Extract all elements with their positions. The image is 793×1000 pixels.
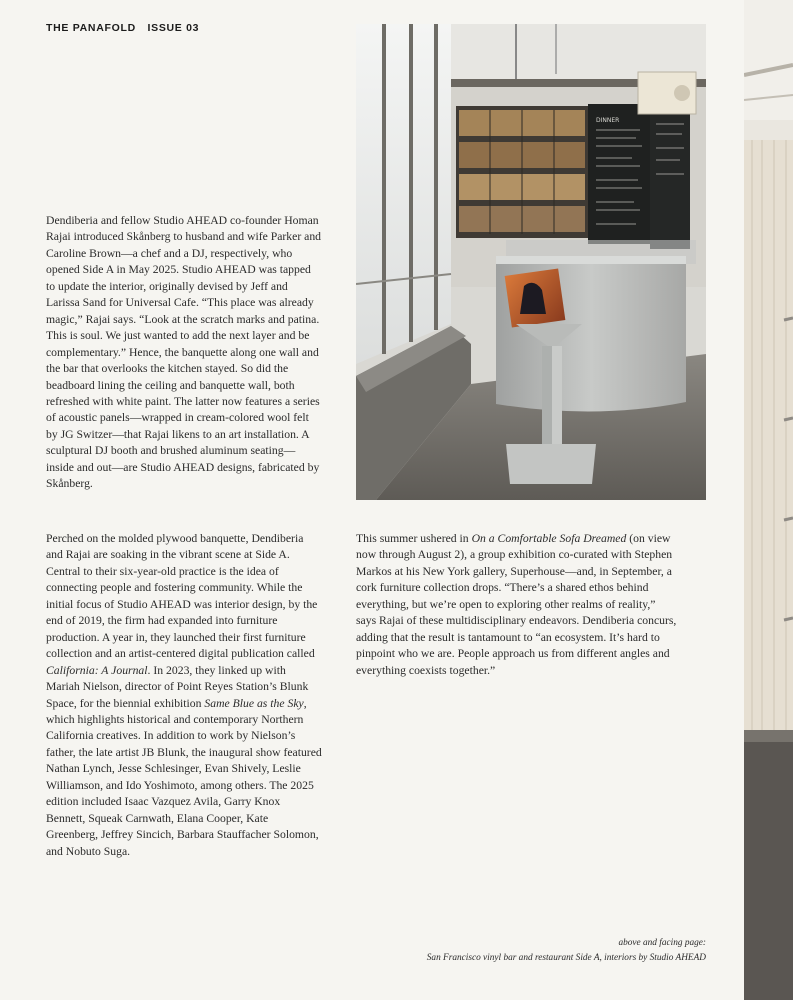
issue-number: ISSUE 03 (147, 22, 200, 34)
exhibition-title: On a Comfortable Sofa Dreamed (471, 532, 627, 545)
body-column-1-bottom (46, 531, 322, 860)
body-paragraph (356, 531, 678, 679)
publication-name: THE PANAFOLD (46, 22, 136, 34)
chalkboard-menu (588, 104, 650, 244)
exhibition-title: Same Blue as the Sky (204, 696, 304, 710)
caption-line-2: San Francisco vinyl bar and restaurant Side A, interiors by Studio AHEAD (426, 953, 706, 963)
text-run: . In 2023, they linked up with Mariah Nielson, director of Point Reyes Station’s Blunk Space, for the biennial exhibition (46, 663, 309, 710)
interior-photo (356, 24, 706, 500)
facing-page-photo (744, 0, 793, 1000)
menu-heading: DINNER (596, 117, 620, 124)
body-column-2 (356, 531, 678, 679)
body-column-1-top (46, 213, 322, 493)
text-run: (on view now through August 2), a group exhibition co-curated with Stephen Markos at his New York gallery, Superhouse—and, in September, a cork furniture collection drops. “There’s a shared ethos behind everything, but we’re open to exploring other realms of reality,” says Rajai of these multidisciplinary endeavors. Dendiberia concurs, adding that the result is tantamount to “an ecosystem. It’s hard to pinpoint who we are. People approach us from different angles and everything coexists together.” (356, 532, 677, 677)
publication-title: California: A Journal (46, 663, 148, 677)
body-paragraph: Dendiberia and fellow Studio AHEAD co-founder Homan Rajai introduced Skånberg to husband and wife Parker and Caroline Brown—a chef and a DJ, respectively, who opened Side A in May 2025. Studio AHEAD was tapped to update the interior, originally devised by Jeff and Larissa Sand for Universal Cafe. “This place was already magic,” Rajai says. “Look at the scratch marks and patina. This is soul. We just wanted to add the next layer and be complementary.” Hence, the banquette along one wall and the bar that overlooks the kitchen stayed. So did the beadboard lining the ceiling and banquette wall, both refreshed with white paint. The latter now features a series of acoustic panels—wrapped in cream-colored wool felt by JG Switzer—that Rajai likens to an art installation. A sculptural DJ booth and brushed aluminum seating—inside and out—are Studio AHEAD designs, fabricated by Skånberg. (46, 214, 322, 491)
caption-line-1: above and facing page: (618, 938, 706, 948)
running-header (46, 22, 199, 34)
photo-caption (427, 936, 706, 966)
text-run: This summer ushered in (356, 532, 472, 545)
text-run: , which highlights historical and contemporary Northern California creatives. In addition to work by Nielson’s father, the late artist JB Blunk, the inaugural show featured Nathan Lynch, Jesse Schlesinger, Evan Shively, Leslie Williamson, and Ido Yoshimoto, among others. The 2025 edition included Isaac Vazquez Avila, Garry Knox Bennett, Squeak Carnwath, Elana Cooper, Kate Greenberg, Jeffrey Sincich, Barbara Stauffacher Solomon, and Nobuto Suga. (46, 696, 322, 858)
record-shelves (456, 106, 588, 238)
text-run: Perched on the molded plywood banquette, Dendiberia and Rajai are soaking in the vibrant scene at Side A. Central to their six-year-old practice is the idea of connecting people and fostering community. While the initial focus of Studio AHEAD was interior design, by the end of 2019, the firm had expanded into furniture production. A year in, they launched their first furniture collection and an artist-centered digital publication called (46, 532, 318, 661)
body-paragraph (46, 531, 322, 860)
